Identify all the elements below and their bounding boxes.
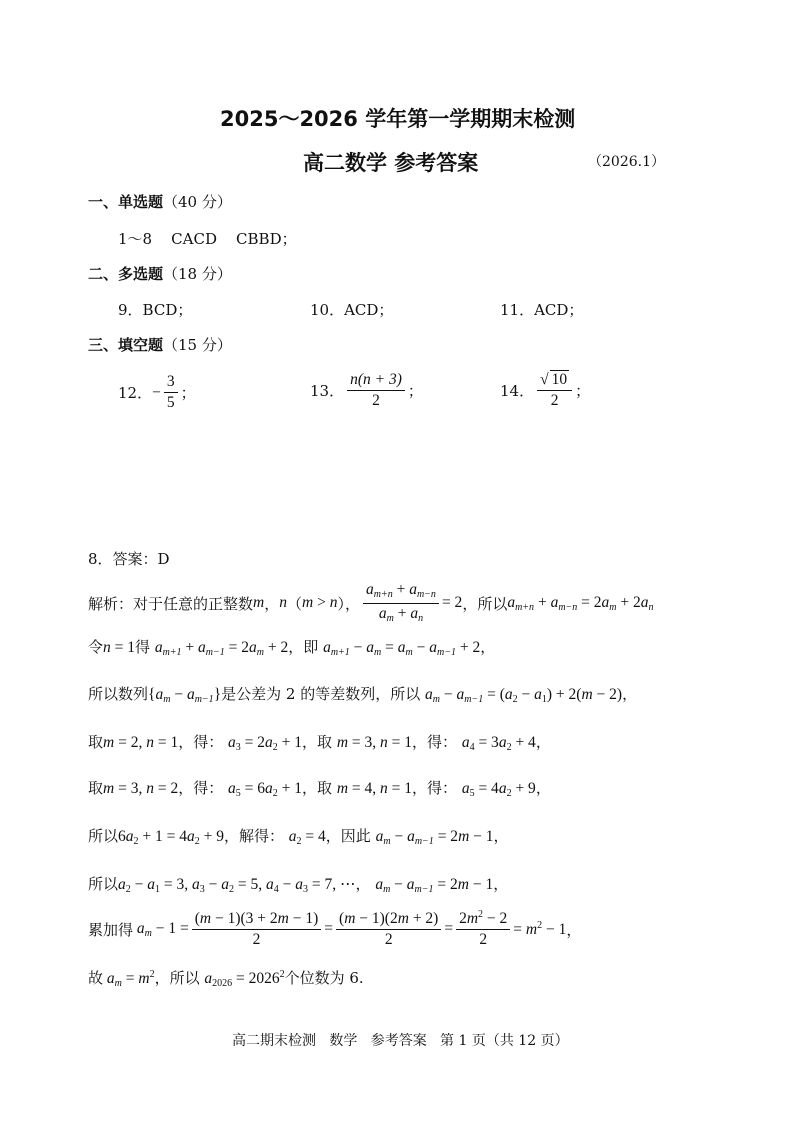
section-points: （40 分）	[163, 193, 232, 211]
section-fill-blank	[88, 334, 232, 355]
answer-q12: 12． − $\frac{3}{5}$ ；	[118, 373, 196, 412]
section-single-choice	[88, 191, 232, 212]
fraction: $\frac{3}{5}$	[164, 374, 178, 412]
exam-date: （2026.1）	[588, 154, 665, 170]
answer-q13: 13． $\frac{n(n + 3)}{2}$ ；	[310, 371, 423, 410]
section-points: （15 分）	[163, 336, 232, 354]
solution-line-4: 取m = 2, n = 1，得： $a_3 = 2a_2 + 1$，取 m = 3, n = 1，得： $a_4 = 3a_2 + 4$，	[88, 733, 551, 753]
page-title: 2025～2026 学年第一学期期末检测	[220, 107, 576, 131]
section-label: 一、单选题	[88, 193, 164, 211]
fraction: $\frac{√ 10}{2}$	[537, 372, 572, 410]
solution-heading: 8．答案：D	[88, 550, 170, 568]
answer-q11: 11．ACD；	[500, 301, 584, 319]
solution-line-5: 取m = 3, n = 2，得： $a_5 = 6a_2 + 1$，取 m = 4, n = 1，得： $a_5 = 4a_2 + 9$，	[88, 779, 551, 799]
fraction: $\frac{(m - 1)(2m + 2)}{2}$	[336, 911, 441, 949]
page-subtitle: 高二数学 参考答案	[303, 151, 479, 175]
page-footer: 高二期末检测 数学 参考答案 第 1 页（共 12 页）	[232, 1033, 569, 1049]
solution-line-6: 所以$6a_2 + 1 = 4a_2 + 9$，解得： $a_2 = 4$，因此 $a_m - a_{m-1} = 2m - 1$，	[88, 827, 509, 847]
section-points: （18 分）	[163, 265, 232, 283]
section-label: 二、多选题	[88, 265, 164, 283]
solution-line-8: 累加得 $a_m - 1$ = $\frac{(m - 1)(3 + 2m - 1)}{2}$ = $\frac{(m - 1)(2m + 2)}{2}$ = $\frac{2m^2 - 2}{2}$ = $m^2 - 1$ ，	[88, 909, 582, 949]
section-label: 三、填空题	[88, 336, 164, 354]
fraction: $\frac{a_{m+n} + a_{m-n}}{a_m + a_n}$	[363, 582, 439, 624]
answer-q9: 9．BCD；	[118, 301, 193, 319]
answer-q14: 14． $\frac{√ 10}{2}$ ；	[500, 371, 591, 410]
fraction: $\frac{n(n + 3)}{2}$	[347, 372, 405, 410]
solution-line-3: 所以数列$\{a_m - a_{m-1}\}$是公差为 2 的等差数列，所以 $a_m - a_{m-1} = (a_2 - a_1) + 2(m - 2)$，	[88, 685, 638, 705]
solution-line-7: 所以$a_2 - a_1 = 3$, $a_3 - a_2 = 5$, $a_4 - a_3 = 7$, ⋯， $a_m - a_{m-1} = 2m - 1$，	[88, 875, 509, 895]
single-choice-answers: 1～8 CACD CBBD；	[118, 230, 297, 248]
fraction: $\frac{2m^2 - 2}{2}$	[456, 910, 510, 949]
section-multi-choice	[88, 263, 232, 284]
fraction: $\frac{(m - 1)(3 + 2m - 1)}{2}$	[192, 911, 322, 949]
solution-line-2: 令n = 1得 $a_{m+1} + a_{m-1} = 2a_m + 2$，即 $a_{m+1} - a_m = a_m - a_{m-1} + 2$，	[88, 638, 496, 658]
answer-q10: 10．ACD；	[310, 301, 394, 319]
solution-line-9: 故 $a_m = m^2$，所以 $a_{2026} = 2026^2$个位数为 6.	[88, 969, 364, 989]
solution-line-1: 解析：对于任意的正整数 m ， n （ m > n ）， $\frac{a_{m+n} + a_{m-n}}{a_m + a_n}$ = 2 ，所以 $a_{m+n} + a_{m-n} = 2a_m + 2a_n$	[88, 581, 654, 624]
